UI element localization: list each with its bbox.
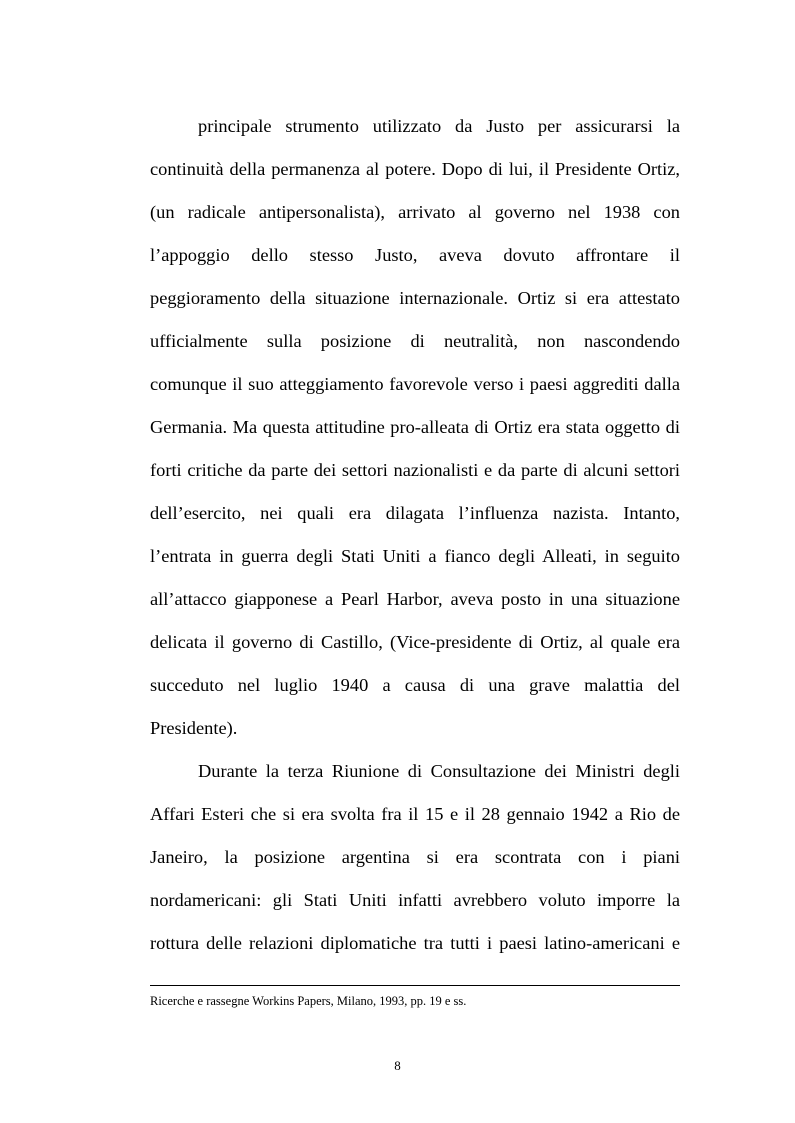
text-line: all’attacco giapponese a Pearl Harbor, aveva posto in una situazione xyxy=(150,589,680,609)
text-line: Germania. Ma questa attitudine pro-alleata di Ortiz era stata oggetto di xyxy=(150,417,680,437)
text-line: rottura delle relazioni diplomatiche tra tutti i paesi latino-americani e xyxy=(150,933,680,953)
text-line: l’appoggio dello stesso Justo, aveva dovuto affrontare il xyxy=(150,245,680,265)
footnote-text: Ricerche e rassegne Workins Papers, Milano, 1993, pp. 19 e ss. xyxy=(150,994,467,1008)
text-line: continuità della permanenza al potere. Dopo di lui, il Presidente Ortiz, xyxy=(150,159,680,179)
text-line: succeduto nel luglio 1940 a causa di una grave malattia del xyxy=(150,675,680,695)
text-line: principale strumento utilizzato da Justo per assicurarsi la xyxy=(198,116,680,136)
text-line: (un radicale antipersonalista), arrivato al governo nel 1938 con xyxy=(150,202,680,222)
page-number: 8 xyxy=(394,1058,401,1073)
text-line: nordamericani: gli Stati Uniti infatti avrebbero voluto imporre la xyxy=(150,890,680,910)
text-line: Affari Esteri che si era svolta fra il 15 e il 28 gennaio 1942 a Rio de xyxy=(150,804,680,824)
text-line: dell’esercito, nei quali era dilagata l’influenza nazista. Intanto, xyxy=(150,503,680,523)
text-line: Presidente). xyxy=(150,718,238,738)
text-line: ufficialmente sulla posizione di neutralità, non nascondendo xyxy=(150,331,680,351)
footnote-separator xyxy=(150,985,680,986)
text-line: peggioramento della situazione internazionale. Ortiz si era attestato xyxy=(150,288,680,308)
text-line: Janeiro, la posizione argentina si era scontrata con i piani xyxy=(150,847,680,867)
text-line: l’entrata in guerra degli Stati Uniti a fianco degli Alleati, in seguito xyxy=(150,546,680,566)
text-line: delicata il governo di Castillo, (Vice-presidente di Ortiz, al quale era xyxy=(150,632,680,652)
text-line: forti critiche da parte dei settori nazionalisti e da parte di alcuni settori xyxy=(150,460,680,480)
text-line: comunque il suo atteggiamento favorevole verso i paesi aggrediti dalla xyxy=(150,374,680,394)
text-line: Durante la terza Riunione di Consultazione dei Ministri degli xyxy=(198,761,680,781)
